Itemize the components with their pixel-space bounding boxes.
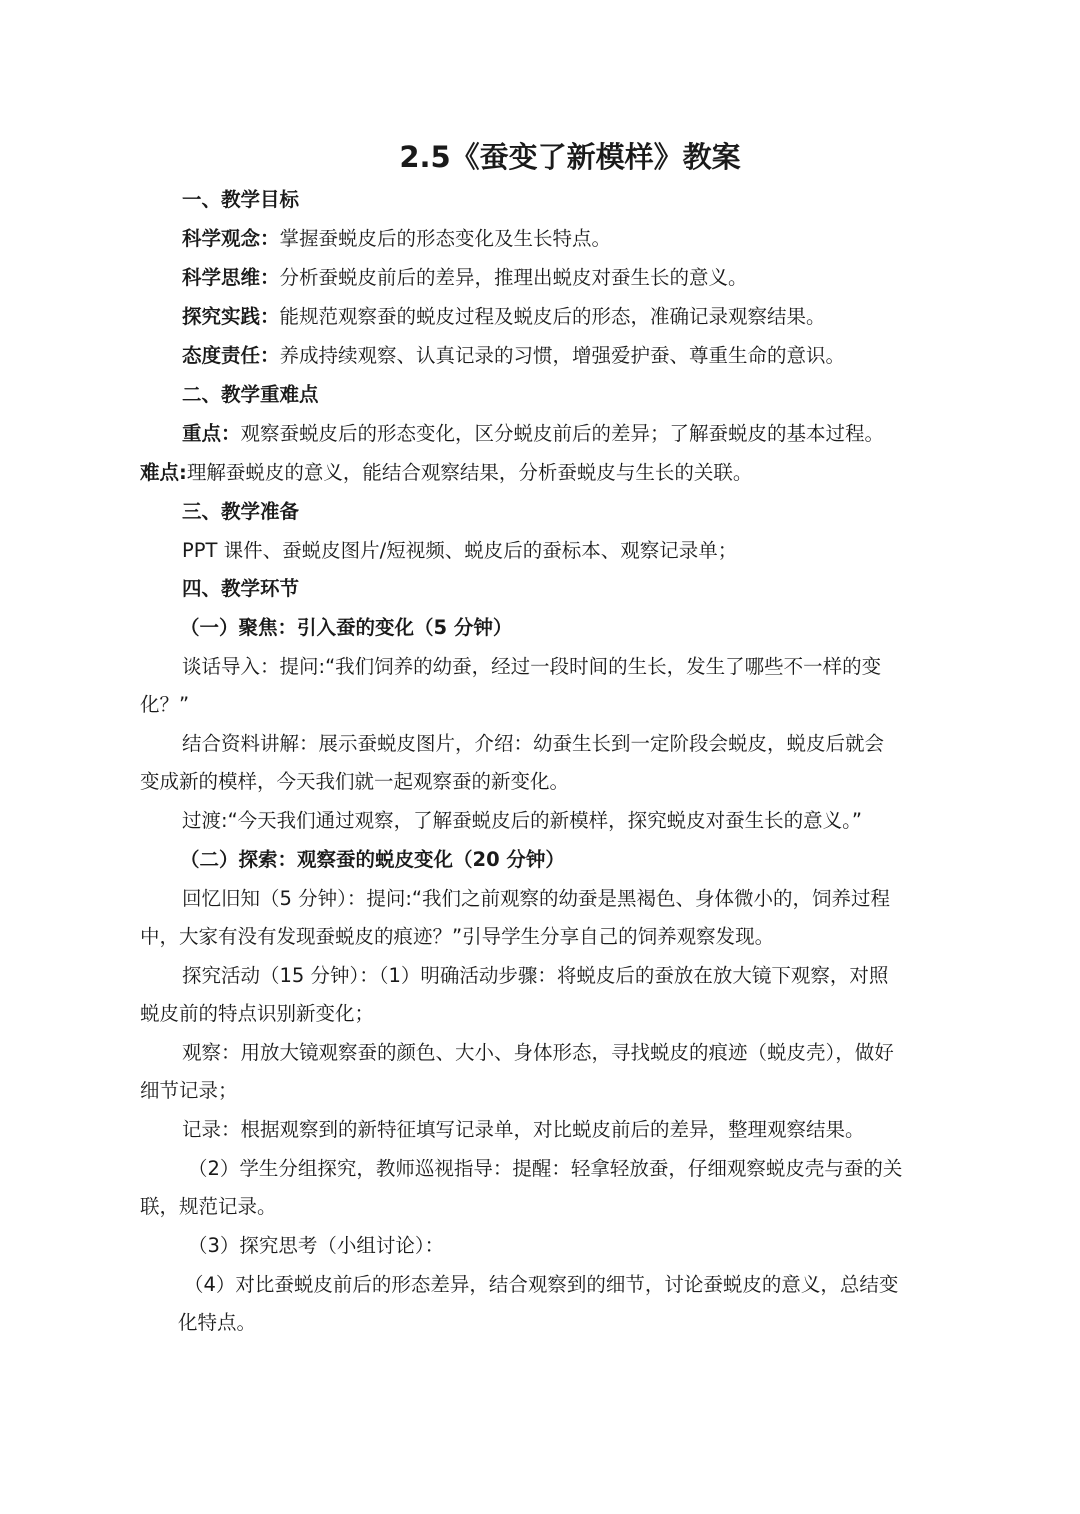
preparation-text: PPT 课件、蚕蜕皮图片/短视频、蜕皮后的蚕标本、观察记录单；: [182, 539, 738, 562]
paragraph-line: 探究活动（15 分钟）：（1）明确活动步骤：将蜕皮后的蚕放在放大镜下观察，对照: [182, 964, 889, 987]
paragraph-line: 记录：根据观察到的新特征填写记录单，对比蜕皮前后的差异，整理观察结果。: [182, 1118, 865, 1141]
objective-text: 分析蚕蜕皮前后的差异，推理出蜕皮对蚕生长的意义。: [279, 266, 748, 289]
subsection-heading-explore: （二）探索：观察蚕的蜕皮变化（20 分钟）: [180, 848, 565, 871]
key-point-label: 重点：: [182, 422, 241, 445]
paragraph-line: 结合资料讲解：展示蚕蜕皮图片，介绍：幼蚕生长到一定阶段会蜕皮，蜕皮后就会: [182, 732, 885, 755]
paragraph-line: 蜕皮前的特点识别新变化；: [140, 1002, 375, 1025]
paragraph-line: 联，规范记录。: [140, 1195, 277, 1218]
objective-label: 探究实践：: [182, 305, 280, 328]
paragraph-line: 细节记录；: [140, 1079, 238, 1102]
document-title: 2.5《蚕变了新模样》教案: [399, 140, 741, 174]
paragraph-line: （2）学生分组探究，教师巡视指导：提醒：轻拿轻放蚕，仔细观察蜕皮壳与蚕的关: [188, 1157, 903, 1180]
paragraph-line: 谈话导入：提问:“我们饲养的幼蚕，经过一段时间的生长，发生了哪些不一样的变: [182, 655, 882, 678]
paragraph-line: 过渡:“今天我们通过观察，了解蚕蜕皮后的新模样，探究蜕皮对蚕生长的意义。”: [182, 809, 863, 832]
key-point-text: 观察蚕蜕皮后的形态变化，区分蜕皮前后的差异；了解蚕蜕皮的基本过程。: [240, 422, 885, 445]
key-point-difficulty: [140, 458, 752, 488]
section-heading-preparation: 三、教学准备: [182, 500, 300, 523]
objective-text: 养成持续观察、认真记录的习惯，增强爱护蚕、尊重生命的意识。: [279, 344, 846, 367]
objective-label: 态度责任：: [182, 344, 280, 367]
objective-science-concept: [182, 224, 611, 254]
paragraph-line: 变成新的模样，今天我们就一起观察蚕的新变化。: [140, 770, 570, 793]
key-point-focus: [182, 419, 884, 449]
paragraph-line: 中，大家有没有发现蚕蜕皮的痕迹？”引导学生分享自己的饲养观察发现。: [140, 925, 775, 948]
objective-text: 能规范观察蚕的蜕皮过程及蜕皮后的形态，准确记录观察结果。: [279, 305, 826, 328]
paragraph-line: 化特点。: [178, 1311, 257, 1334]
objective-attitude: [182, 341, 845, 371]
objective-inquiry-practice: [182, 302, 826, 332]
subsection-heading-focus: （一）聚焦：引入蚕的变化（5 分钟）: [180, 616, 513, 639]
key-point-label: 难点:: [140, 461, 187, 484]
objective-science-thinking: [182, 263, 748, 293]
objective-label: 科学观念：: [182, 227, 280, 250]
section-heading-key-points: 二、教学重难点: [182, 383, 319, 406]
section-heading-process: 四、教学环节: [182, 577, 300, 600]
objective-text: 掌握蚕蜕皮后的形态变化及生长特点。: [279, 227, 612, 250]
section-heading-objectives: 一、教学目标: [182, 188, 300, 211]
paragraph-line: 回忆旧知（5 分钟）：提问:“我们之前观察的幼蚕是黑褐色、身体微小的，饲养过程: [182, 887, 891, 910]
key-point-text: 理解蚕蜕皮的意义，能结合观察结果，分析蚕蜕皮与生长的关联。: [186, 461, 753, 484]
paragraph-line: 化？”: [140, 693, 190, 716]
paragraph-line: 观察：用放大镜观察蚕的颜色、大小、身体形态，寻找蜕皮的痕迹（蜕皮壳），做好: [182, 1041, 894, 1064]
paragraph-line: （3）探究思考（小组讨论）：: [188, 1234, 445, 1257]
paragraph-line: （4）对比蚕蜕皮前后的形态差异，结合观察到的细节，讨论蚕蜕皮的意义，总结变: [184, 1273, 899, 1296]
objective-label: 科学思维：: [182, 266, 280, 289]
